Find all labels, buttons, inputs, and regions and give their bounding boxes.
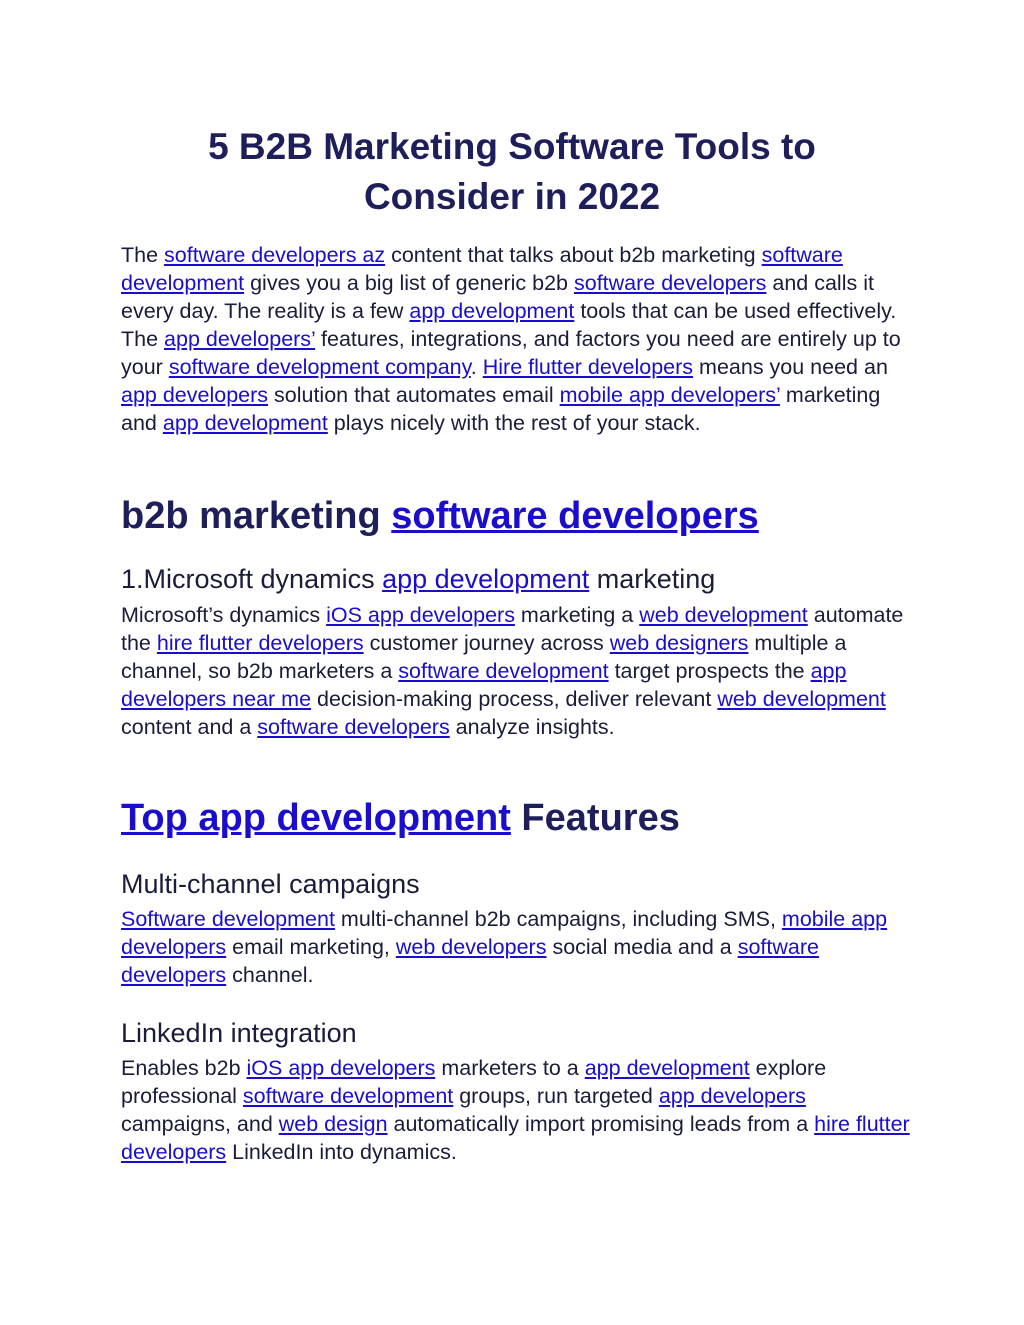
section-heading-features: [121, 796, 680, 840]
microsoft-dynamics-paragraph: [121, 601, 911, 741]
title-line-2: Consider in 2022: [363, 176, 661, 217]
inline-link[interactable]: software developers: [121, 935, 819, 987]
inline-link[interactable]: app developers: [658, 1084, 806, 1108]
paragraph-text: campaigns, and: [121, 1112, 279, 1136]
paragraph-text: Microsoft’s dynamics: [121, 603, 327, 627]
subheading-link[interactable]: app development: [382, 564, 590, 594]
section-heading-b2b-marketing: [121, 494, 759, 538]
subheading-microsoft-dynamics: [121, 563, 715, 595]
inline-link[interactable]: hire flutter developers: [156, 631, 364, 655]
paragraph-text: LinkedIn into dynamics.: [226, 1140, 457, 1164]
heading-link[interactable]: software developers: [391, 495, 759, 537]
inline-link[interactable]: mobile app developers: [121, 907, 888, 959]
paragraph-text: solution that automates email: [268, 383, 560, 407]
paragraph-text: plays nicely with the rest of your stack.: [327, 411, 701, 435]
linkedin-paragraph: [121, 1054, 911, 1166]
inline-link[interactable]: hire flutter developers: [121, 1112, 910, 1164]
inline-link[interactable]: web design: [278, 1112, 388, 1136]
paragraph-text: explore professional: [121, 1056, 827, 1108]
paragraph-text: groups, run targeted: [453, 1084, 659, 1108]
paragraph-text: target prospects the: [608, 659, 811, 683]
inline-link[interactable]: iOS app developers: [246, 1056, 436, 1080]
paragraph-text: social media and a: [546, 935, 738, 959]
paragraph-text: marketing and: [121, 383, 881, 435]
paragraph-text: tools that can be used effectively. The: [121, 299, 897, 351]
heading-text: Features: [510, 797, 680, 839]
subheading-text-end: marketing: [589, 564, 716, 594]
inline-link[interactable]: iOS app developers: [326, 603, 515, 627]
paragraph-text: decision-making process, deliver relevant: [311, 687, 718, 711]
inline-link[interactable]: web designers: [609, 631, 749, 655]
inline-link[interactable]: app developers near me: [121, 659, 847, 711]
inline-link[interactable]: app development: [584, 1056, 750, 1080]
inline-link[interactable]: software developers az: [164, 243, 386, 267]
inline-link[interactable]: app development: [162, 411, 328, 435]
inline-link[interactable]: Hire flutter developers: [482, 355, 694, 379]
inline-link[interactable]: app developers: [121, 383, 269, 407]
subheading-linkedin: LinkedIn integration: [121, 1018, 357, 1048]
inline-link[interactable]: software developers: [257, 715, 450, 739]
inline-link[interactable]: web development: [639, 603, 808, 627]
inline-link[interactable]: software development: [398, 659, 609, 683]
paragraph-text: marketing a: [514, 603, 640, 627]
paragraph-text: channel.: [226, 963, 314, 987]
inline-link[interactable]: web development: [717, 687, 886, 711]
paragraph-text: and calls it every day. The reality is a few: [121, 271, 874, 323]
paragraph-text: multiple a channel, so b2b marketers a: [121, 631, 847, 683]
inline-link[interactable]: software developers: [573, 271, 767, 295]
paragraph-text: analyze insights.: [449, 715, 615, 739]
paragraph-text: gives you a big list of generic b2b: [244, 271, 574, 295]
multi-channel-paragraph: [121, 905, 911, 989]
heading-text: b2b marketing: [121, 495, 392, 537]
paragraph-text: content that talks about b2b marketing: [385, 243, 762, 267]
paragraph-text: marketers to a: [435, 1056, 585, 1080]
paragraph-text: email marketing,: [226, 935, 396, 959]
paragraph-text: Enables b2b: [121, 1056, 247, 1080]
paragraph-text: The: [121, 243, 165, 267]
paragraph-text: .: [470, 355, 483, 379]
inline-link[interactable]: Software development: [121, 907, 335, 931]
page-title: [0, 122, 1024, 222]
paragraph-text: features, integrations, and factors you need are entirely up to your: [121, 327, 901, 379]
paragraph-text: automate the: [121, 603, 904, 655]
inline-link[interactable]: web developers: [395, 935, 547, 959]
paragraph-text: content and a: [121, 715, 258, 739]
paragraph-text: multi-channel b2b campaigns, including SMS,: [334, 907, 782, 931]
inline-link[interactable]: app developers’: [164, 327, 316, 351]
inline-link[interactable]: software development: [242, 1084, 454, 1108]
subheading-text: 1.Microsoft dynamics: [121, 564, 383, 594]
paragraph-text: automatically import promising leads from a: [387, 1112, 815, 1136]
intro-paragraph: [121, 241, 911, 437]
inline-link[interactable]: software development company: [168, 355, 471, 379]
paragraph-text: customer journey across: [363, 631, 610, 655]
title-line-1: 5 B2B Marketing Software Tools to: [208, 126, 816, 167]
inline-link[interactable]: software development: [121, 243, 843, 295]
subheading-multi-channel: Multi-channel campaigns: [121, 869, 420, 899]
paragraph-text: means you need an: [693, 355, 888, 379]
inline-link[interactable]: mobile app developers’: [559, 383, 780, 407]
inline-link[interactable]: app development: [409, 299, 575, 323]
heading-link[interactable]: Top app development: [121, 797, 511, 839]
